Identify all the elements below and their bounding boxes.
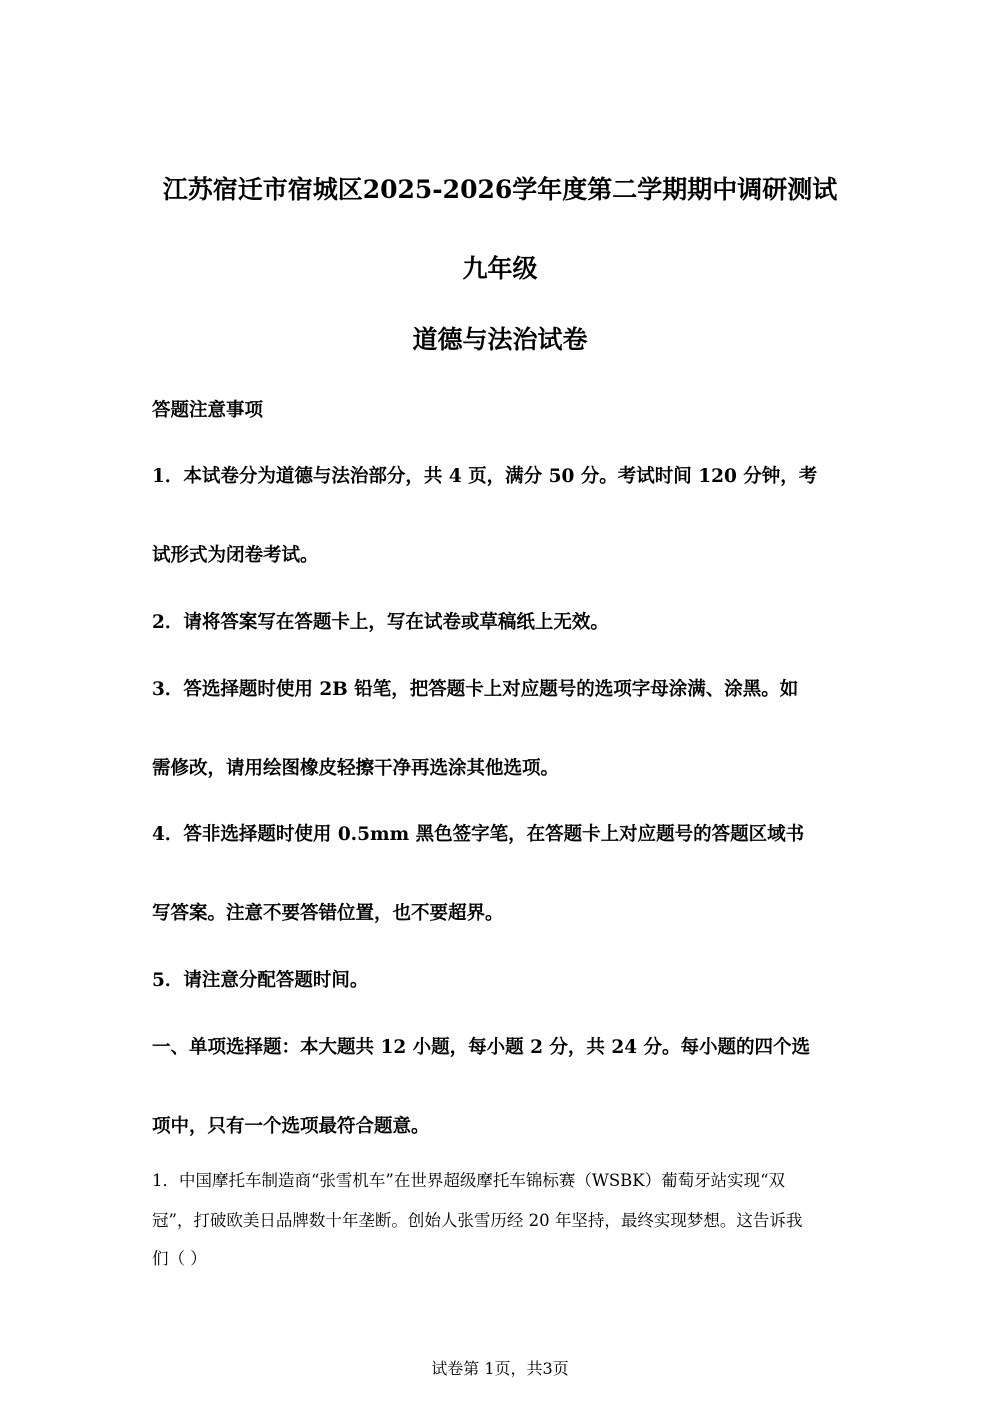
notice-line: 1．本试卷分为道德与法治部分，共 4 页，满分 50 分。考试时间 120 分钟，考 bbox=[152, 466, 818, 487]
notice-line: 写答案。注意不要答错位置，也不要超界。 bbox=[152, 903, 504, 924]
notice-line: 4．答非选择题时使用 0.5mm 黑色签字笔，在答题卡上对应题号的答题区域书 bbox=[152, 824, 805, 845]
exam-title: 江苏宿迁市宿城区2025-2026学年度第二学期期中调研测试 bbox=[162, 175, 838, 204]
question-text: 冠”，打破欧美日品牌数十年垄断。创始人张雪历经 20 年坚持，最终实现梦想。这告诉我 bbox=[152, 1211, 803, 1230]
page-footer: 试卷第 1页，共3页 bbox=[431, 1359, 569, 1378]
question-text: 1．中国摩托车制造商“张雪机车”在世界超级摩托车锦标赛（WSBK）葡萄牙站实现“双 bbox=[152, 1171, 786, 1190]
notice-line: 3．答选择题时使用 2B 铅笔，把答题卡上对应题号的选项字母涂满、涂黑。如 bbox=[152, 679, 799, 700]
question-text: 们（ ） bbox=[152, 1249, 207, 1268]
notice-line: 需修改，请用绘图橡皮轻擦干净再选涂其他选项。 bbox=[152, 758, 560, 779]
subject-title: 道德与法治试卷 bbox=[412, 325, 588, 354]
notice-line: 试形式为闭卷考试。 bbox=[152, 545, 319, 566]
notice-heading: 答题注意事项 bbox=[152, 400, 264, 421]
notice-line: 2．请将答案写在答题卡上，写在试卷或草稿纸上无效。 bbox=[152, 612, 609, 633]
notice-line: 5．请注意分配答题时间。 bbox=[152, 970, 369, 991]
grade-title: 九年级 bbox=[462, 254, 538, 283]
section-heading: 一、单项选择题：本大题共 12 小题，每小题 2 分，共 24 分。每小题的四个选 bbox=[152, 1037, 811, 1058]
section-heading: 项中，只有一个选项最符合题意。 bbox=[152, 1116, 430, 1137]
